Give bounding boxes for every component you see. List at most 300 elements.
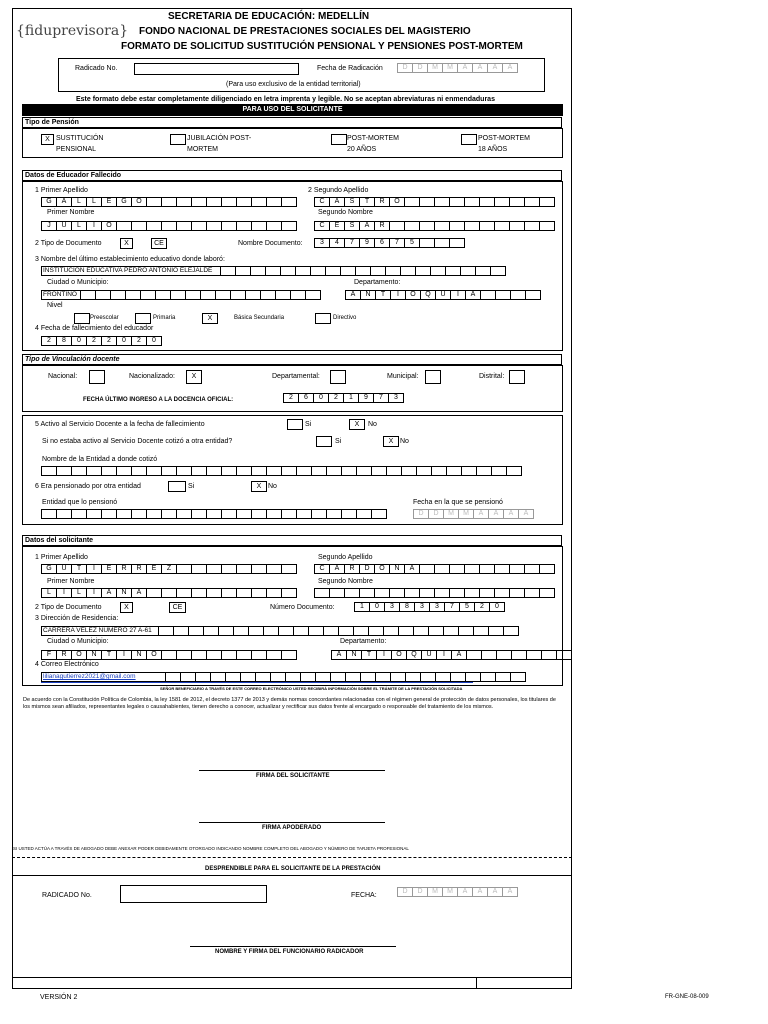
char-cell[interactable] (206, 466, 222, 476)
char-cell[interactable] (503, 626, 519, 636)
char-cell[interactable] (449, 564, 465, 574)
char-cell[interactable]: N (131, 650, 147, 660)
char-cell[interactable] (225, 672, 241, 682)
char-cell[interactable] (524, 197, 540, 207)
char-cell[interactable]: A (503, 509, 519, 519)
fecha-radicacion-input[interactable] (397, 63, 517, 73)
char-cell[interactable] (206, 509, 222, 519)
char-cell[interactable]: A (473, 509, 489, 519)
char-cell[interactable] (435, 672, 451, 682)
char-cell[interactable] (296, 509, 312, 519)
char-cell[interactable] (305, 290, 321, 300)
char-cell[interactable] (281, 650, 297, 660)
char-cell[interactable] (464, 588, 480, 598)
establecimiento-input[interactable]: INSTITUCION EDUCATIVA PEDRO ANTONIO ELEJALDE (41, 266, 221, 276)
char-cell[interactable]: T (361, 650, 377, 660)
char-cell[interactable]: A (472, 887, 488, 897)
char-cell[interactable] (221, 650, 237, 660)
educador-ciudad-input-cells[interactable] (80, 290, 320, 300)
char-cell[interactable] (464, 221, 480, 231)
char-cell[interactable] (285, 672, 301, 682)
char-cell[interactable]: M (458, 509, 474, 519)
char-cell[interactable]: T (101, 650, 117, 660)
char-cell[interactable]: M (442, 887, 458, 897)
char-cell[interactable] (251, 650, 267, 660)
char-cell[interactable] (449, 588, 465, 598)
char-cell[interactable] (110, 290, 126, 300)
char-cell[interactable]: A (331, 650, 347, 660)
char-cell[interactable]: Z (161, 564, 177, 574)
educador-n2-input[interactable] (314, 221, 554, 231)
char-cell[interactable]: O (389, 197, 405, 207)
char-cell[interactable] (449, 221, 465, 231)
char-cell[interactable] (161, 650, 177, 660)
char-cell[interactable] (176, 466, 192, 476)
char-cell[interactable] (385, 266, 401, 276)
char-cell[interactable] (146, 466, 162, 476)
char-cell[interactable] (200, 290, 216, 300)
char-cell[interactable] (155, 290, 171, 300)
solicitante-ap1-input[interactable] (41, 564, 296, 574)
char-cell[interactable]: C (314, 221, 330, 231)
char-cell[interactable]: I (376, 650, 392, 660)
char-cell[interactable]: D (359, 564, 375, 574)
char-cell[interactable] (221, 509, 237, 519)
char-cell[interactable]: G (116, 197, 132, 207)
char-cell[interactable] (509, 221, 525, 231)
char-cell[interactable] (434, 221, 450, 231)
fecha-ingreso-input[interactable] (283, 393, 403, 403)
nacional-checkbox[interactable] (89, 370, 105, 384)
char-cell[interactable] (176, 564, 192, 574)
primaria-checkbox[interactable] (135, 313, 151, 324)
char-cell[interactable] (173, 626, 189, 636)
municipal-checkbox[interactable] (425, 370, 441, 384)
educador-numdoc-input[interactable] (314, 238, 464, 248)
char-cell[interactable] (460, 266, 476, 276)
char-cell[interactable]: R (374, 221, 390, 231)
char-cell[interactable]: L (41, 588, 57, 598)
char-cell[interactable] (479, 221, 495, 231)
char-cell[interactable]: D (397, 63, 413, 73)
char-cell[interactable] (525, 290, 541, 300)
char-cell[interactable]: 3 (429, 602, 445, 612)
char-cell[interactable] (191, 221, 207, 231)
char-cell[interactable] (101, 466, 117, 476)
fecha2-input[interactable] (397, 887, 517, 897)
char-cell[interactable] (251, 197, 267, 207)
char-cell[interactable] (236, 221, 252, 231)
char-cell[interactable]: D (412, 63, 428, 73)
char-cell[interactable] (266, 650, 282, 660)
char-cell[interactable]: R (131, 564, 147, 574)
char-cell[interactable] (236, 588, 252, 598)
char-cell[interactable] (353, 626, 369, 636)
char-cell[interactable]: N (389, 564, 405, 574)
char-cell[interactable] (465, 672, 481, 682)
char-cell[interactable] (240, 672, 256, 682)
establecimiento-input-cells[interactable] (220, 266, 505, 276)
char-cell[interactable] (221, 221, 237, 231)
char-cell[interactable] (203, 626, 219, 636)
char-cell[interactable] (206, 221, 222, 231)
char-cell[interactable] (323, 626, 339, 636)
char-cell[interactable] (419, 221, 435, 231)
char-cell[interactable]: U (56, 564, 72, 574)
char-cell[interactable]: C (314, 564, 330, 574)
char-cell[interactable]: A (329, 197, 345, 207)
char-cell[interactable] (235, 266, 251, 276)
char-cell[interactable] (401, 466, 417, 476)
char-cell[interactable]: A (457, 887, 473, 897)
direccion-input[interactable]: CARRERA VELEZ NUMERO 27 A-61 (41, 626, 159, 636)
char-cell[interactable] (296, 466, 312, 476)
char-cell[interactable] (415, 266, 431, 276)
char-cell[interactable]: R (344, 564, 360, 574)
char-cell[interactable]: A (502, 63, 518, 73)
char-cell[interactable] (449, 238, 465, 248)
char-cell[interactable] (281, 197, 297, 207)
char-cell[interactable] (86, 509, 102, 519)
char-cell[interactable] (221, 564, 237, 574)
postmortem20-checkbox[interactable] (331, 134, 347, 145)
char-cell[interactable]: S (344, 197, 360, 207)
char-cell[interactable] (230, 290, 246, 300)
fecha-pension-input[interactable] (413, 509, 533, 519)
char-cell[interactable]: O (146, 650, 162, 660)
char-cell[interactable] (359, 588, 375, 598)
radicado-input[interactable] (134, 63, 299, 75)
char-cell[interactable] (221, 197, 237, 207)
char-cell[interactable] (281, 509, 297, 519)
char-cell[interactable] (371, 509, 387, 519)
char-cell[interactable]: 2 (474, 602, 490, 612)
char-cell[interactable] (188, 626, 204, 636)
char-cell[interactable]: 0 (313, 393, 329, 403)
char-cell[interactable] (161, 197, 177, 207)
char-cell[interactable] (404, 197, 420, 207)
char-cell[interactable] (539, 221, 555, 231)
pensionado-no-checkbox[interactable]: X (251, 481, 267, 492)
char-cell[interactable] (511, 650, 527, 660)
char-cell[interactable] (341, 466, 357, 476)
char-cell[interactable] (389, 588, 405, 598)
char-cell[interactable] (356, 466, 372, 476)
char-cell[interactable]: 8 (399, 602, 415, 612)
char-cell[interactable]: 4 (329, 238, 345, 248)
char-cell[interactable]: A (487, 887, 503, 897)
char-cell[interactable] (495, 672, 511, 682)
char-cell[interactable]: M (443, 509, 459, 519)
char-cell[interactable]: A (56, 197, 72, 207)
char-cell[interactable]: 9 (358, 393, 374, 403)
char-cell[interactable]: O (391, 650, 407, 660)
char-cell[interactable] (400, 266, 416, 276)
char-cell[interactable]: 6 (374, 238, 390, 248)
char-cell[interactable] (191, 509, 207, 519)
char-cell[interactable]: L (86, 197, 102, 207)
char-cell[interactable]: 3 (384, 602, 400, 612)
char-cell[interactable] (101, 509, 117, 519)
char-cell[interactable] (539, 197, 555, 207)
char-cell[interactable] (236, 564, 252, 574)
char-cell[interactable] (140, 290, 156, 300)
char-cell[interactable] (180, 672, 196, 682)
char-cell[interactable] (71, 509, 87, 519)
secundaria-checkbox[interactable]: X (202, 313, 218, 324)
char-cell[interactable] (80, 290, 96, 300)
char-cell[interactable]: 7 (344, 238, 360, 248)
educador-cc-checkbox[interactable]: X (120, 238, 133, 249)
char-cell[interactable] (386, 466, 402, 476)
char-cell[interactable] (475, 266, 491, 276)
char-cell[interactable]: D (412, 887, 428, 897)
char-cell[interactable] (443, 626, 459, 636)
char-cell[interactable]: E (101, 564, 117, 574)
solicitante-n1-input[interactable] (41, 588, 296, 598)
char-cell[interactable] (56, 509, 72, 519)
char-cell[interactable] (490, 266, 506, 276)
char-cell[interactable] (221, 588, 237, 598)
char-cell[interactable]: O (101, 221, 117, 231)
char-cell[interactable]: T (71, 564, 87, 574)
char-cell[interactable]: I (116, 650, 132, 660)
char-cell[interactable]: 0 (71, 336, 87, 346)
char-cell[interactable] (419, 588, 435, 598)
char-cell[interactable]: 6 (298, 393, 314, 403)
char-cell[interactable] (165, 672, 181, 682)
char-cell[interactable] (496, 650, 512, 660)
char-cell[interactable] (206, 197, 222, 207)
educador-ciudad-input[interactable]: FRONTINO (41, 290, 81, 300)
char-cell[interactable]: 9 (359, 238, 375, 248)
char-cell[interactable]: A (465, 290, 481, 300)
char-cell[interactable] (266, 197, 282, 207)
char-cell[interactable]: L (71, 588, 87, 598)
char-cell[interactable] (71, 466, 87, 476)
char-cell[interactable]: A (457, 63, 473, 73)
char-cell[interactable] (236, 509, 252, 519)
char-cell[interactable] (524, 564, 540, 574)
char-cell[interactable] (494, 197, 510, 207)
char-cell[interactable] (278, 626, 294, 636)
char-cell[interactable] (281, 466, 297, 476)
char-cell[interactable]: 3 (314, 238, 330, 248)
char-cell[interactable]: M (442, 63, 458, 73)
char-cell[interactable] (191, 197, 207, 207)
char-cell[interactable]: T (375, 290, 391, 300)
char-cell[interactable] (293, 626, 309, 636)
char-cell[interactable] (131, 466, 147, 476)
char-cell[interactable]: A (131, 588, 147, 598)
char-cell[interactable]: 2 (283, 393, 299, 403)
char-cell[interactable] (510, 290, 526, 300)
char-cell[interactable] (266, 564, 282, 574)
char-cell[interactable]: N (116, 588, 132, 598)
char-cell[interactable] (176, 197, 192, 207)
char-cell[interactable] (191, 588, 207, 598)
directivo-checkbox[interactable] (315, 313, 331, 324)
char-cell[interactable] (404, 221, 420, 231)
char-cell[interactable] (360, 672, 376, 682)
char-cell[interactable]: N (86, 650, 102, 660)
solicitante-cc-checkbox[interactable]: X (120, 602, 133, 613)
char-cell[interactable] (236, 197, 252, 207)
char-cell[interactable]: 1 (343, 393, 359, 403)
char-cell[interactable] (450, 672, 466, 682)
char-cell[interactable] (260, 290, 276, 300)
char-cell[interactable] (479, 564, 495, 574)
direccion-input-cells[interactable] (158, 626, 518, 636)
char-cell[interactable]: R (374, 197, 390, 207)
char-cell[interactable] (458, 626, 474, 636)
char-cell[interactable] (430, 266, 446, 276)
char-cell[interactable] (326, 509, 342, 519)
solicitante-ciudad-input[interactable] (41, 650, 296, 660)
char-cell[interactable] (541, 650, 557, 660)
char-cell[interactable]: J (41, 221, 57, 231)
educador-ap1-input[interactable] (41, 197, 296, 207)
char-cell[interactable]: A (345, 290, 361, 300)
char-cell[interactable] (125, 290, 141, 300)
solicitante-n2-input[interactable] (314, 588, 554, 598)
char-cell[interactable] (236, 650, 252, 660)
char-cell[interactable] (266, 221, 282, 231)
char-cell[interactable]: 2 (328, 393, 344, 403)
char-cell[interactable]: F (41, 650, 57, 660)
char-cell[interactable] (176, 509, 192, 519)
char-cell[interactable] (311, 466, 327, 476)
char-cell[interactable]: 0 (116, 336, 132, 346)
char-cell[interactable] (251, 564, 267, 574)
char-cell[interactable] (398, 626, 414, 636)
char-cell[interactable]: O (405, 290, 421, 300)
char-cell[interactable] (389, 221, 405, 231)
activo-no-checkbox[interactable]: X (349, 419, 365, 430)
char-cell[interactable] (480, 672, 496, 682)
char-cell[interactable] (308, 626, 324, 636)
char-cell[interactable] (255, 672, 271, 682)
char-cell[interactable]: E (146, 564, 162, 574)
char-cell[interactable] (476, 466, 492, 476)
char-cell[interactable] (374, 588, 390, 598)
char-cell[interactable] (446, 466, 462, 476)
char-cell[interactable] (419, 238, 435, 248)
char-cell[interactable]: U (421, 650, 437, 660)
char-cell[interactable] (170, 290, 186, 300)
char-cell[interactable] (368, 626, 384, 636)
char-cell[interactable] (556, 650, 572, 660)
char-cell[interactable] (449, 197, 465, 207)
char-cell[interactable] (494, 588, 510, 598)
char-cell[interactable] (330, 672, 346, 682)
char-cell[interactable] (131, 509, 147, 519)
char-cell[interactable] (131, 221, 147, 231)
char-cell[interactable] (161, 588, 177, 598)
char-cell[interactable]: I (450, 290, 466, 300)
char-cell[interactable] (356, 509, 372, 519)
char-cell[interactable] (116, 509, 132, 519)
char-cell[interactable] (218, 626, 234, 636)
char-cell[interactable]: D (413, 509, 429, 519)
char-cell[interactable] (86, 466, 102, 476)
char-cell[interactable] (210, 672, 226, 682)
char-cell[interactable] (215, 290, 231, 300)
cotizo-no-checkbox[interactable]: X (383, 436, 399, 447)
char-cell[interactable] (510, 672, 526, 682)
char-cell[interactable]: A (502, 887, 518, 897)
char-cell[interactable]: G (41, 564, 57, 574)
char-cell[interactable] (431, 466, 447, 476)
char-cell[interactable] (419, 197, 435, 207)
char-cell[interactable] (275, 290, 291, 300)
char-cell[interactable]: A (329, 564, 345, 574)
char-cell[interactable] (434, 564, 450, 574)
solicitante-ce-checkbox[interactable]: CE (169, 602, 186, 613)
char-cell[interactable] (413, 626, 429, 636)
char-cell[interactable] (481, 650, 497, 660)
char-cell[interactable]: C (314, 197, 330, 207)
char-cell[interactable]: A (472, 63, 488, 73)
char-cell[interactable] (488, 626, 504, 636)
char-cell[interactable]: 3 (414, 602, 430, 612)
char-cell[interactable] (116, 221, 132, 231)
char-cell[interactable]: A (518, 509, 534, 519)
char-cell[interactable] (206, 650, 222, 660)
char-cell[interactable] (539, 564, 555, 574)
char-cell[interactable] (314, 588, 330, 598)
char-cell[interactable] (355, 266, 371, 276)
char-cell[interactable] (158, 626, 174, 636)
char-cell[interactable]: E (329, 221, 345, 231)
char-cell[interactable] (494, 221, 510, 231)
sustitucion-checkbox[interactable]: X (41, 134, 54, 145)
char-cell[interactable] (371, 466, 387, 476)
char-cell[interactable] (251, 466, 267, 476)
char-cell[interactable] (281, 221, 297, 231)
char-cell[interactable] (341, 509, 357, 519)
char-cell[interactable]: U (435, 290, 451, 300)
educador-depto-input[interactable] (345, 290, 540, 300)
char-cell[interactable] (161, 221, 177, 231)
char-cell[interactable]: 5 (404, 238, 420, 248)
char-cell[interactable]: I (86, 588, 102, 598)
char-cell[interactable] (116, 466, 132, 476)
char-cell[interactable] (263, 626, 279, 636)
char-cell[interactable]: 1 (354, 602, 370, 612)
char-cell[interactable] (248, 626, 264, 636)
char-cell[interactable]: I (390, 290, 406, 300)
char-cell[interactable]: R (56, 650, 72, 660)
char-cell[interactable] (509, 197, 525, 207)
educador-ce-checkbox[interactable]: CE (151, 238, 167, 249)
char-cell[interactable]: D (397, 887, 413, 897)
char-cell[interactable] (383, 626, 399, 636)
char-cell[interactable] (245, 290, 261, 300)
char-cell[interactable]: M (427, 63, 443, 73)
char-cell[interactable] (464, 197, 480, 207)
char-cell[interactable]: E (101, 197, 117, 207)
char-cell[interactable] (495, 290, 511, 300)
educador-n1-input[interactable] (41, 221, 296, 231)
char-cell[interactable] (191, 564, 207, 574)
char-cell[interactable] (295, 266, 311, 276)
char-cell[interactable]: A (359, 221, 375, 231)
char-cell[interactable] (344, 588, 360, 598)
char-cell[interactable] (195, 672, 211, 682)
char-cell[interactable] (176, 650, 192, 660)
char-cell[interactable] (434, 238, 450, 248)
